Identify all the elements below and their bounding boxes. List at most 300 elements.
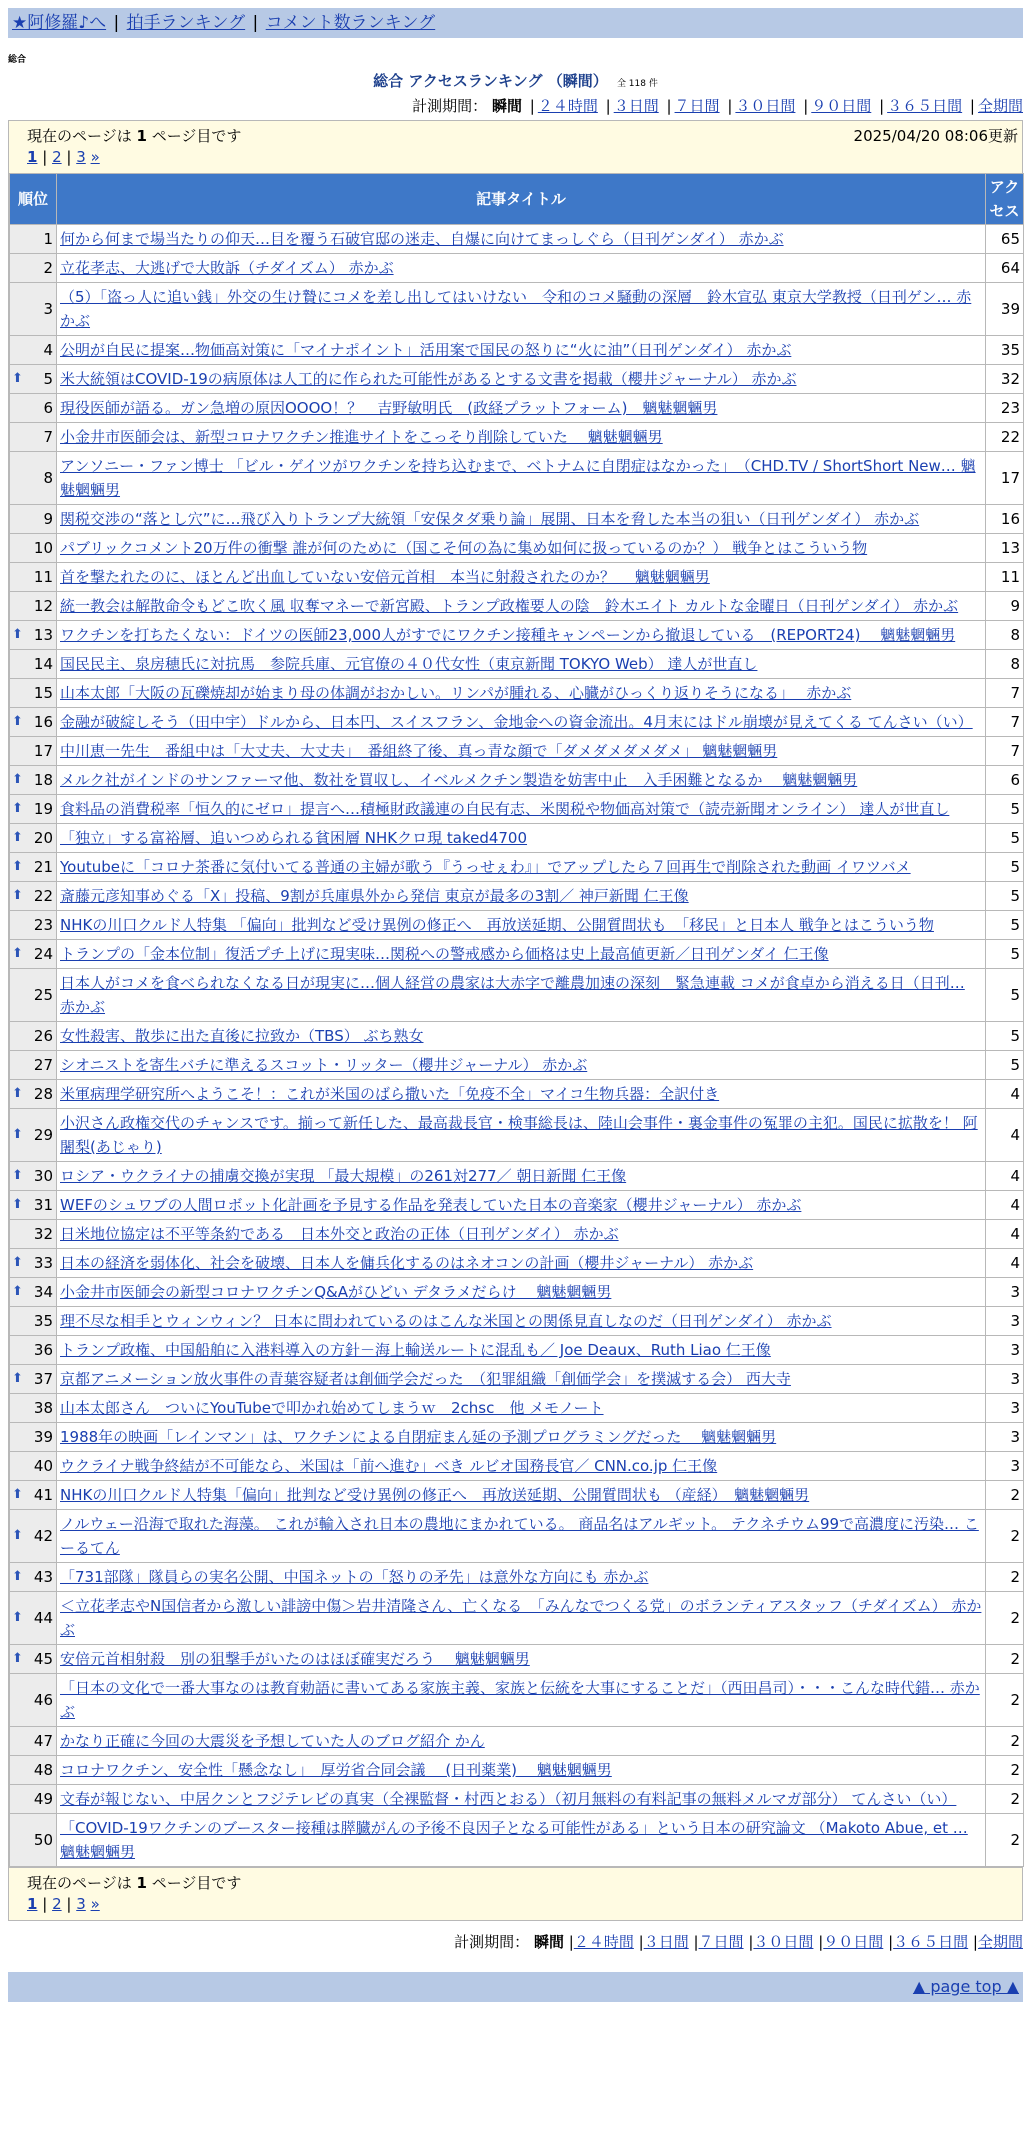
period-link[interactable]: ７日間	[698, 1933, 744, 1951]
rank-up-arrow-icon: ⬆	[12, 1528, 23, 1543]
rank-cell	[10, 1727, 57, 1756]
period-separator: |	[803, 97, 809, 115]
rank-up-arrow-icon: ⬆	[12, 371, 23, 386]
period-selector-top	[8, 95, 1023, 116]
article-link[interactable]: 小沢さん政権交代のチャンスです。揃って新任した、最高裁長官・検事総長は、陸山会事件・裏金事件の冤罪の主犯。国民に拡散を！ 阿闍梨(あじゃり)	[60, 1114, 978, 1156]
ranking-rows	[10, 225, 1024, 1867]
article-link[interactable]: 山本太郎「大阪の瓦礫焼却が始まり母の体調がおかしい。リンパが腫れる、心臓がひっくり返りそうになる」 赤かぶ	[60, 684, 852, 702]
table-row	[10, 1785, 1024, 1814]
title-cell	[57, 1645, 986, 1674]
access-count: 2	[986, 1645, 1024, 1674]
rank-cell	[10, 1022, 57, 1051]
access-count: 2	[986, 1563, 1024, 1592]
current-page-post: ページ目です	[151, 127, 242, 145]
top-nav	[8, 8, 1023, 38]
title-cell	[57, 1220, 986, 1249]
table-row	[10, 423, 1024, 452]
table-row	[10, 940, 1024, 969]
period-label: 計測期間：	[412, 97, 488, 115]
rank-cell	[10, 563, 57, 592]
rank-number: 6	[43, 399, 53, 417]
rank-number: 43	[33, 1568, 53, 1586]
table-row	[10, 505, 1024, 534]
access-count: 5	[986, 795, 1024, 824]
rank-cell	[10, 365, 57, 394]
rank-number: 38	[33, 1399, 53, 1417]
period-current: 瞬間	[533, 1933, 564, 1951]
rank-cell	[10, 225, 57, 254]
ranking-table	[9, 173, 1024, 1867]
access-count: 39	[986, 283, 1024, 336]
article-link[interactable]: NHKの川口クルド人特集「偏向」批判など受け異例の修正へ 再放送延期、公開質問状も （産経） 魑魅魍魎男	[60, 1486, 810, 1504]
rank-number: 18	[33, 771, 53, 789]
page-separator: |	[42, 148, 48, 166]
title-cell	[57, 365, 986, 394]
rank-up-arrow-icon: ⬆	[12, 859, 23, 874]
table-row	[10, 650, 1024, 679]
table-row	[10, 534, 1024, 563]
access-count: 64	[986, 254, 1024, 283]
rank-number: 20	[33, 829, 53, 847]
article-link[interactable]: 食料品の消費税率「恒久的にゼロ」提言へ…積極財政議連の自民有志、米関税や物価高対策で（読売新聞オンライン） 達人が世直し	[60, 800, 950, 818]
rank-cell	[10, 650, 57, 679]
next-page-link[interactable]: »	[90, 148, 100, 166]
rank-number: 3	[43, 300, 53, 318]
title-cell	[57, 283, 986, 336]
rank-up-arrow-icon: ⬆	[12, 888, 23, 903]
rank-number: 50	[33, 1831, 53, 1849]
current-page-pre: 現在のページは	[27, 1874, 132, 1892]
rank-number: 22	[33, 887, 53, 905]
table-row	[10, 1109, 1024, 1162]
rank-number: 19	[33, 800, 53, 818]
table-row	[10, 1080, 1024, 1109]
access-count: 16	[986, 505, 1024, 534]
rank-number: 27	[33, 1056, 53, 1074]
rank-cell	[10, 1756, 57, 1785]
table-row	[10, 1452, 1024, 1481]
article-link[interactable]: アンソニー・ファン博士 「ビル・ゲイツがワクチンを持ち込むまで、ベトナムに自閉症はなかった」 （CHD.TV / ShortShort New… 魑魅魍魎男	[60, 457, 976, 499]
rank-number: 14	[33, 655, 53, 673]
access-count: 22	[986, 423, 1024, 452]
article-link[interactable]: 日本の経済を弱体化、社会を破壊、日本人を傭兵化するのはネオコンの計画（櫻井ジャーナル） 赤かぶ	[60, 1254, 754, 1272]
rank-up-arrow-icon: ⬆	[12, 1168, 23, 1183]
rank-up-arrow-icon: ⬆	[12, 946, 23, 961]
col-title-header: 記事タイトル	[57, 174, 986, 225]
rank-number: 48	[33, 1761, 53, 1779]
title-cell	[57, 1510, 986, 1563]
article-link[interactable]: 「独立」する富裕層、追いつめられる貧困層 NHKクロ現 taked4700	[60, 829, 528, 847]
rank-cell	[10, 1191, 57, 1220]
title-cell	[57, 254, 986, 283]
article-link[interactable]: 米大統領はCOVID-19の病原体は人工的に作られた可能性があるとする文書を掲載（櫻井ジャーナル） 赤かぶ	[60, 370, 797, 388]
rank-number: 21	[33, 858, 53, 876]
access-count: 5	[986, 882, 1024, 911]
access-count: 2	[986, 1814, 1024, 1867]
article-link[interactable]: 小金井市医師会の新型コロナワクチンQ&Aがひどい デタラメだらけ 魑魅魍魎男	[60, 1283, 612, 1301]
rank-number: 15	[33, 684, 53, 702]
period-link[interactable]: ２４時間	[537, 97, 598, 115]
rank-cell	[10, 452, 57, 505]
title-cell	[57, 1785, 986, 1814]
article-link[interactable]: Youtubeに「コロナ茶番に気付いてる普通の主婦が歌う『うっせぇわ』」でアップしたら７回再生で削除された動画 イワツバメ	[60, 858, 911, 876]
access-count: 7	[986, 708, 1024, 737]
title-cell	[57, 1563, 986, 1592]
period-separator: |	[818, 1933, 824, 1951]
access-count: 2	[986, 1510, 1024, 1563]
col-rank-header: 順位	[10, 174, 57, 225]
article-link[interactable]: トランプの「金本位制」復活プチ上げに現実味…関税への警戒感から価格は史上最高値更新／日刊ゲンダイ 仁王像	[60, 945, 829, 963]
current-page-number: 1	[136, 1874, 147, 1892]
rank-cell	[10, 1674, 57, 1727]
table-row	[10, 283, 1024, 336]
rank-cell	[10, 853, 57, 882]
period-separator: |	[879, 97, 885, 115]
table-row	[10, 1756, 1024, 1785]
rank-cell	[10, 1645, 57, 1674]
article-link[interactable]: ロシア・ウクライナの捕虜交換が実現 「最大規模」の261対277／ 朝日新聞 仁王像	[60, 1167, 627, 1185]
period-link[interactable]: 全期間	[977, 1933, 1023, 1951]
article-link[interactable]: ノルウェー沿海で取れた海藻。 これが輸入され日本の農地にまかれている。 商品名はアルギット。 テクネチウム99で高濃度に汚染… こーるてん	[60, 1515, 979, 1557]
current-page-number: 1	[136, 127, 147, 145]
rank-cell	[10, 254, 57, 283]
table-row	[10, 679, 1024, 708]
title-cell	[57, 853, 986, 882]
current-page-pre: 現在のページは	[27, 127, 132, 145]
rank-cell	[10, 737, 57, 766]
rank-cell	[10, 1162, 57, 1191]
category-label: 総合	[8, 55, 27, 65]
period-separator: |	[969, 97, 975, 115]
article-link[interactable]: ワクチンを打ちたくない：ドイツの医師23,000人がすでにワクチン接種キャンペーンから撤退している (REPORT24) 魑魅魍魎男	[60, 626, 956, 644]
access-count: 2	[986, 1674, 1024, 1727]
period-separator: |	[888, 1933, 894, 1951]
rank-cell	[10, 824, 57, 853]
article-link[interactable]: 「COVID-19ワクチンのブースター接種は膵臓がんの予後不良因子となる可能性がある」という日本の研究論文 （Makoto Abue, et … 魑魅魍魎男	[60, 1819, 968, 1861]
article-link[interactable]: WEFのシュワブの人間ロボット化計画を予見する作品を発表していた日本の音楽家（櫻井ジャーナル） 赤かぶ	[60, 1196, 802, 1214]
period-label: 計測期間：	[454, 1933, 530, 1951]
table-row	[10, 737, 1024, 766]
rank-cell	[10, 1481, 57, 1510]
title-cell	[57, 1592, 986, 1645]
table-row	[10, 1191, 1024, 1220]
article-link[interactable]: パブリックコメント20万件の衝撃 誰が何のために（国こそ何の為に集め如何に扱っているのか？） 戦争とはこういう物	[60, 539, 868, 557]
rank-cell	[10, 1220, 57, 1249]
rank-cell	[10, 1452, 57, 1481]
article-link[interactable]: 山本太郎さん ついにYouTubeで叩かれ始めてしまうｗ 2chsc 他 メモノート	[60, 1399, 604, 1417]
title-cell	[57, 1365, 986, 1394]
article-link[interactable]: 公明が自民に提案…物価高対策に「マイナポイント」活用案で国民の怒りに“火に油”（日刊ゲンダイ） 赤かぶ	[60, 341, 792, 359]
rank-up-arrow-icon: ⬆	[12, 801, 23, 816]
rank-number: 25	[33, 986, 53, 1004]
comment-ranking-link[interactable]: コメント数ランキング	[265, 13, 436, 33]
access-count: 9	[986, 592, 1024, 621]
article-link[interactable]: 首を撃たれたのに、ほとんど出血していない安倍元首相 本当に射殺されたのか？ 魑魅魍魎男	[60, 568, 710, 586]
title-cell	[57, 1394, 986, 1423]
article-link[interactable]: 米軍病理学研究所へようこそ！：これが米国のばら撒いた「免疫不全」マイコ生物兵器：全訳付き	[60, 1085, 720, 1103]
table-row	[10, 795, 1024, 824]
period-separator: |	[748, 1933, 754, 1951]
title-cell	[57, 708, 986, 737]
pager-bottom	[9, 1867, 1022, 1920]
page-link-1[interactable]: 1	[27, 148, 38, 166]
article-link[interactable]: コロナワクチン、安全性「懸念なし」 厚労省合同会議 (日刊薬業) 魑魅魍魎男	[60, 1761, 612, 1779]
article-link[interactable]: 小金井市医師会は、新型コロナワクチン推進サイトをこっそり削除していた 魑魅魍魎男	[60, 428, 663, 446]
period-link[interactable]: ３６５日間	[893, 1933, 969, 1951]
rank-number: 39	[33, 1428, 53, 1446]
access-count: 5	[986, 1022, 1024, 1051]
access-count: 4	[986, 1191, 1024, 1220]
period-separator: |	[972, 1933, 978, 1951]
title-cell	[57, 1814, 986, 1867]
table-row	[10, 1510, 1024, 1563]
title-cell	[57, 737, 986, 766]
article-link[interactable]: 1988年の映画「レインマン」は、ワクチンによる自閉症まん延の予測プログラミングだった 魑魅魍魎男	[60, 1428, 777, 1446]
rank-number: 4	[43, 341, 53, 359]
title-cell	[57, 1481, 986, 1510]
access-count: 5	[986, 1051, 1024, 1080]
access-count: 6	[986, 766, 1024, 795]
rank-number: 24	[33, 945, 53, 963]
page-link-2[interactable]: 2	[52, 148, 62, 166]
page	[8, 0, 1023, 2002]
rank-number: 11	[33, 568, 53, 586]
article-link[interactable]: 斎藤元彦知事めぐる「X」投稿、9割が兵庫県外から発信 東京が最多の3割／ 神戸新聞 仁王像	[60, 887, 689, 905]
article-link[interactable]: 文春が報じない、中居クンとフジテレビの真実（全裸監督・村西とおる）（初月無料の有料記事の無料メルマガ部分） てんさい（い）	[60, 1790, 957, 1808]
access-count: 5	[986, 911, 1024, 940]
rank-cell	[10, 592, 57, 621]
article-link[interactable]: ＜立花孝志やN国信者から激しい誹謗中傷＞岩井清隆さん、亡くなる 「みんなでつくる党」のボランティアスタッフ（チダイズム） 赤かぶ	[60, 1597, 982, 1639]
page-links	[27, 1895, 100, 1913]
access-count: 5	[986, 940, 1024, 969]
article-link[interactable]: ウクライナ戦争終結が不可能なら、米国は「前へ進む」べき ルビオ国務長官／ CNN.co.jp 仁王像	[60, 1457, 718, 1475]
article-link[interactable]: NHKの川口クルド人特集 「偏向」批判など受け異例の修正へ 再放送延期、公開質問状も 「移民」と日本人 戦争とはこういう物	[60, 916, 934, 934]
access-count: 5	[986, 853, 1024, 882]
article-link[interactable]: メルク社がインドのサンファーマ他、数社を買収し、イベルメクチン製造を妨害中止 入手困難となるか 魑魅魍魎男	[60, 771, 858, 789]
article-link[interactable]: 金融が破綻しそう（田中宇）ドルから、日本円、スイスフラン、金地金への資金流出。4月末にはドル崩壊が見えてくる てんさい（い）	[60, 713, 973, 731]
table-row	[10, 592, 1024, 621]
rank-number: 33	[33, 1254, 53, 1272]
title-cell	[57, 1022, 986, 1051]
rank-cell	[10, 1307, 57, 1336]
ranking-title: 総合 アクセスランキング （瞬間）	[373, 72, 608, 90]
table-row	[10, 1051, 1024, 1080]
period-link[interactable]: ２４時間	[573, 1933, 634, 1951]
rank-number: 12	[33, 597, 53, 615]
rank-cell	[10, 708, 57, 737]
footer-bar	[8, 1972, 1023, 2002]
access-count: 3	[986, 1365, 1024, 1394]
rank-up-arrow-icon: ⬆	[12, 1371, 23, 1386]
period-link[interactable]: 全期間	[977, 97, 1023, 115]
current-page-text	[27, 1872, 241, 1893]
rank-cell	[10, 1080, 57, 1109]
rank-number: 42	[33, 1527, 53, 1545]
rank-number: 30	[33, 1167, 53, 1185]
table-row	[10, 1481, 1024, 1510]
article-link[interactable]: 女性殺害、散歩に出た直後に拉致か（TBS） ぶち熟女	[60, 1027, 424, 1045]
page-title	[8, 70, 1023, 91]
article-link[interactable]: シオニストを寄生バチに準えるスコット・リッター（櫻井ジャーナル） 赤かぶ	[60, 1056, 588, 1074]
rank-cell	[10, 1394, 57, 1423]
title-cell	[57, 882, 986, 911]
page-link-3[interactable]: 3	[76, 148, 86, 166]
access-count: 8	[986, 621, 1024, 650]
article-link[interactable]: 関税交渉の“落とし穴”に…飛び入りトランプ大統領「安保タダ乗り論」展開、日本を脅した本当の狙い（日刊ゲンダイ） 赤かぶ	[60, 510, 920, 528]
article-link[interactable]: 「731部隊」隊員らの実名公開、中国ネットの「怒りの矛先」は意外な方向にも 赤かぶ	[60, 1568, 649, 1586]
period-link[interactable]: ９０日間	[823, 1933, 884, 1951]
access-count: 11	[986, 563, 1024, 592]
access-count: 3	[986, 1452, 1024, 1481]
title-cell	[57, 1727, 986, 1756]
rank-cell	[10, 1510, 57, 1563]
period-link[interactable]: ３日間	[643, 1933, 689, 1951]
rank-number: 49	[33, 1790, 53, 1808]
rank-number: 47	[33, 1732, 53, 1750]
ranking-box	[8, 120, 1023, 1921]
period-link[interactable]: ３０日間	[735, 97, 796, 115]
article-link[interactable]: 日本人がコメを食べられなくなる日が現実に…個人経営の農家は大赤字で離農加速の深刻 緊急連載 コメが食卓から消える日（日刊… 赤かぶ	[60, 974, 965, 1016]
period-separator: |	[693, 1933, 699, 1951]
rank-cell	[10, 882, 57, 911]
article-link[interactable]: 国民民主、泉房穂氏に対抗馬 参院兵庫、元官僚の４０代女性（東京新聞 TOKYO Web） 達人が世直し	[60, 655, 758, 673]
article-link[interactable]: 中川恵一先生 番組中は「大丈夫、大丈夫」 番組終了後、真っ青な顔で「ダメダメダメダメ」 魑魅魍魎男	[60, 742, 778, 760]
access-count: 13	[986, 534, 1024, 563]
rank-cell	[10, 1592, 57, 1645]
table-row	[10, 1727, 1024, 1756]
period-link[interactable]: ３日間	[613, 97, 659, 115]
article-link[interactable]: 理不尽な相手とウィンウィン？ 日本に問われているのはこんな米国との関係見直しなのだ（日刊ゲンダイ） 赤かぶ	[60, 1312, 832, 1330]
title-cell	[57, 969, 986, 1022]
rank-up-arrow-icon: ⬆	[12, 1284, 23, 1299]
rank-cell	[10, 1423, 57, 1452]
rank-number: 41	[33, 1486, 53, 1504]
table-row	[10, 1278, 1024, 1307]
table-row	[10, 1394, 1024, 1423]
access-count: 8	[986, 650, 1024, 679]
table-row	[10, 365, 1024, 394]
title-cell	[57, 679, 986, 708]
rank-number: 46	[33, 1691, 53, 1709]
rank-cell	[10, 1365, 57, 1394]
rank-cell	[10, 394, 57, 423]
nav-separator: |	[113, 13, 120, 33]
table-row	[10, 1162, 1024, 1191]
table-row	[10, 336, 1024, 365]
rank-number: 29	[33, 1126, 53, 1144]
rank-cell	[10, 766, 57, 795]
rank-number: 35	[33, 1312, 53, 1330]
home-link[interactable]: ★阿修羅♪へ	[12, 13, 107, 33]
period-separator: |	[568, 1933, 574, 1951]
table-row	[10, 1674, 1024, 1727]
table-row	[10, 621, 1024, 650]
rank-number: 23	[33, 916, 53, 934]
access-count: 3	[986, 1336, 1024, 1365]
period-link[interactable]: ９０日間	[811, 97, 872, 115]
page-link-2[interactable]: 2	[52, 1895, 62, 1913]
rank-number: 5	[43, 370, 53, 388]
clap-ranking-link[interactable]: 拍手ランキング	[126, 13, 246, 33]
article-link[interactable]: 立花孝志、大逃げで大敗訴（チダイズム） 赤かぶ	[60, 259, 394, 277]
title-cell	[57, 1674, 986, 1727]
page-link-1[interactable]: 1	[27, 1895, 38, 1913]
rank-number: 10	[33, 539, 53, 557]
page-links	[27, 148, 100, 166]
article-link[interactable]: 京都アニメーション放火事件の青葉容疑者は創価学会だった （犯罪組織「創価学会」を撲滅する会） 西大寺	[60, 1370, 791, 1388]
table-row	[10, 394, 1024, 423]
article-link[interactable]: かなり正確に今回の大震災を予想していた人のブログ紹介 かん	[60, 1732, 485, 1750]
access-count: 7	[986, 679, 1024, 708]
access-count: 4	[986, 1220, 1024, 1249]
table-row	[10, 1365, 1024, 1394]
table-row	[10, 254, 1024, 283]
table-row	[10, 1307, 1024, 1336]
title-cell	[57, 592, 986, 621]
article-link[interactable]: 何から何まで場当たりの仰天…目を覆う石破官邸の迷走、自爆に向けてまっしぐら（日刊ゲンダイ） 赤かぶ	[60, 230, 784, 248]
article-link[interactable]: （5）「盗っ人に追い銭」外交の生け贄にコメを差し出してはいけない 令和のコメ騒動の深層 鈴木宣弘 東京大学教授（日刊ゲン… 赤かぶ	[60, 288, 972, 330]
rank-cell	[10, 534, 57, 563]
article-link[interactable]: トランプ政権、中国船舶に入港料導入の方針－海上輸送ルートに混乱も／ Joe Deaux、Ruth Liao 仁王像	[60, 1341, 771, 1359]
rank-up-arrow-icon: ⬆	[12, 1487, 23, 1502]
article-link[interactable]: 日米地位協定は不平等条約である 日本外交と政治の正体（日刊ゲンダイ） 赤かぶ	[60, 1225, 619, 1243]
page-top-link[interactable]: ▲ page top ▲	[912, 1977, 1019, 1996]
current-page-post: ページ目です	[151, 1874, 242, 1892]
rank-up-arrow-icon: ⬆	[12, 1127, 23, 1142]
article-link[interactable]: 「日本の文化で一番大事なのは教育勅語に書いてある家族主義、家族と伝統を大事にすることだ」（西田昌司）・・・こんな時代錯… 赤かぶ	[60, 1679, 980, 1721]
rank-cell	[10, 1336, 57, 1365]
access-count: 3	[986, 1423, 1024, 1452]
rank-cell	[10, 423, 57, 452]
article-link[interactable]: 現役医師が語る。ガン急増の原因OOOO！？ 吉野敏明氏 (政経プラットフォーム) 魑魅魍魎男	[60, 399, 718, 417]
rank-number: 16	[33, 713, 53, 731]
table-row	[10, 1563, 1024, 1592]
rank-cell	[10, 940, 57, 969]
period-separator: |	[727, 97, 733, 115]
access-count: 35	[986, 336, 1024, 365]
rank-number: 44	[33, 1609, 53, 1627]
access-count: 4	[986, 1249, 1024, 1278]
title-cell	[57, 1162, 986, 1191]
rank-number: 2	[43, 259, 53, 277]
title-cell	[57, 394, 986, 423]
period-separator: |	[666, 97, 672, 115]
title-cell	[57, 824, 986, 853]
rank-number: 37	[33, 1370, 53, 1388]
period-selector-bottom	[8, 1931, 1023, 1952]
period-link[interactable]: ３０日間	[753, 1933, 814, 1951]
table-row	[10, 824, 1024, 853]
page-separator: |	[42, 1895, 48, 1913]
period-link[interactable]: ３６５日間	[887, 97, 963, 115]
title-cell	[57, 1109, 986, 1162]
access-count: 4	[986, 1109, 1024, 1162]
article-link[interactable]: 安倍元首相射殺 別の狙撃手がいたのはほぼ確実だろう 魑魅魍魎男	[60, 1650, 530, 1668]
updated-timestamp: 2025/04/20 08:06更新	[853, 127, 1018, 145]
rank-cell	[10, 621, 57, 650]
period-link[interactable]: ７日間	[674, 97, 720, 115]
rank-up-arrow-icon: ⬆	[12, 830, 23, 845]
title-cell	[57, 1080, 986, 1109]
table-row	[10, 452, 1024, 505]
article-link[interactable]: 統一教会は解散命令もどこ吹く風 収奪マネーで新宮殿、トランプ政権要人の陰 鈴木エイト カルトな金曜日（日刊ゲンダイ） 赤かぶ	[60, 597, 959, 615]
access-count: 32	[986, 365, 1024, 394]
rank-number: 45	[33, 1650, 53, 1668]
next-page-link[interactable]: »	[90, 1895, 100, 1913]
page-link-3[interactable]: 3	[76, 1895, 86, 1913]
access-count: 5	[986, 969, 1024, 1022]
title-cell	[57, 940, 986, 969]
